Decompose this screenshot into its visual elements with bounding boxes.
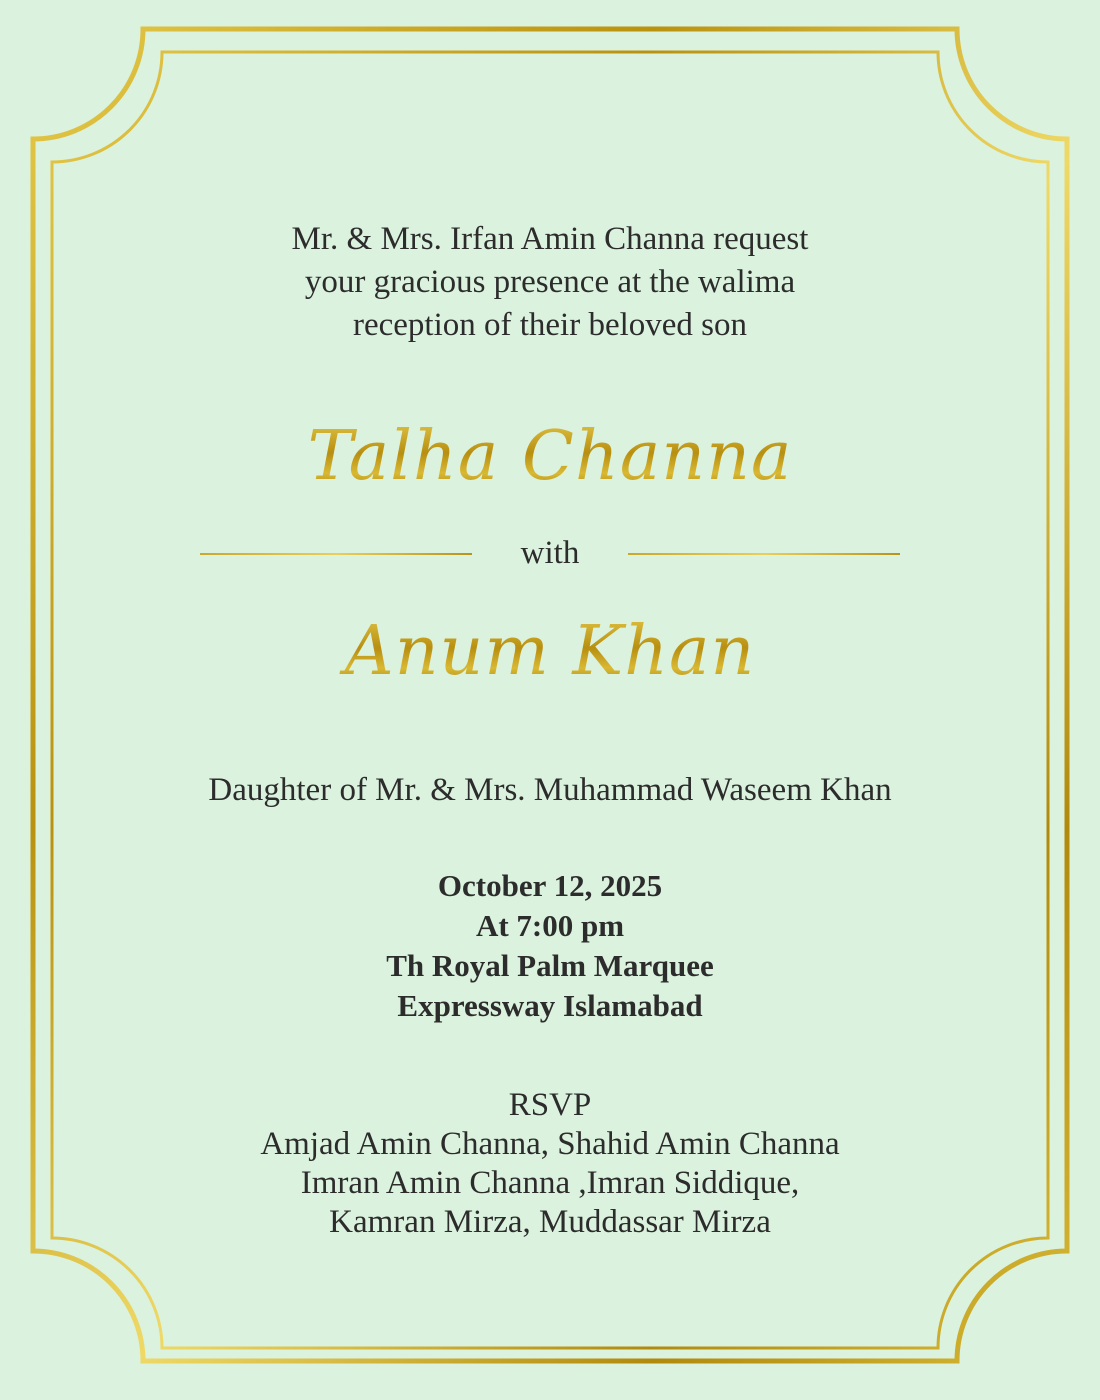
groom-name: Talha Channa <box>0 417 1100 497</box>
intro-line: Mr. & Mrs. Irfan Amin Channa request <box>291 221 809 257</box>
divider-rule-right <box>628 553 900 555</box>
rsvp-contact-line: Kamran Mirza, Muddassar Mirza <box>329 1204 771 1240</box>
event-date: October 12, 2025 <box>437 868 663 903</box>
with-connector: with <box>520 535 580 571</box>
event-details <box>0 866 1100 1026</box>
intro-line: reception of their beloved son <box>352 307 748 343</box>
event-time: At 7:00 pm <box>475 908 625 943</box>
rsvp-contact-line: Imran Amin Channa ,Imran Siddique, <box>300 1165 800 1201</box>
rsvp-section <box>0 1086 1100 1242</box>
rsvp-heading: RSVP <box>508 1087 592 1123</box>
with-divider <box>200 530 900 576</box>
intro-line: your gracious presence at the walima <box>304 264 796 300</box>
event-address: Expressway Islamabad <box>397 988 703 1023</box>
bride-parents: Daughter of Mr. & Mrs. Muhammad Waseem Khan <box>208 772 892 808</box>
rsvp-contact-line: Amjad Amin Channa, Shahid Amin Channa <box>260 1126 840 1162</box>
host-invitation-text <box>0 218 1100 347</box>
bride-name: Anum Khan <box>0 612 1100 692</box>
event-venue: Th Royal Palm Marquee <box>386 948 714 983</box>
